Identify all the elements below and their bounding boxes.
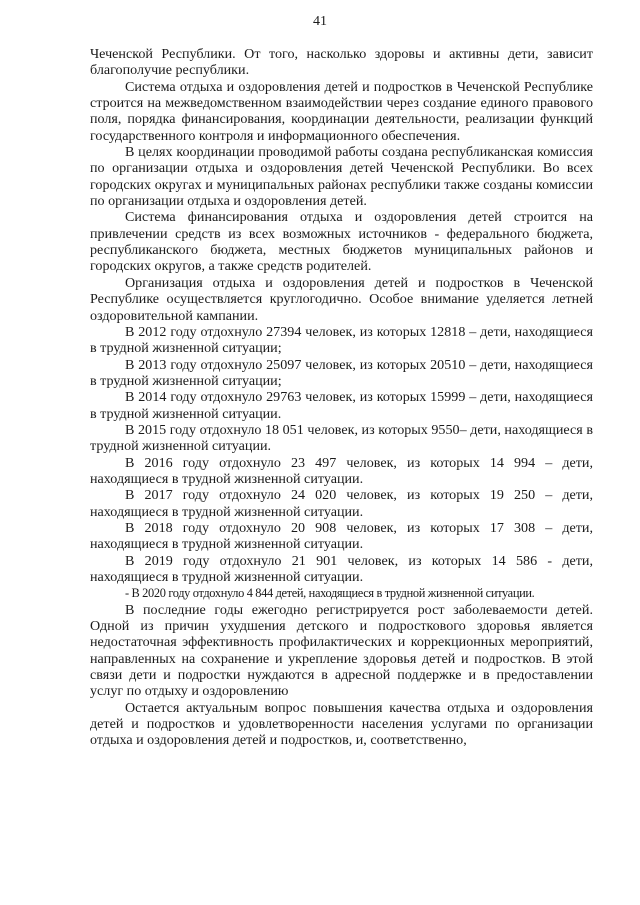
- paragraph-quality: Остается актуальным вопрос повышения качества отдыха и оздоровления детей и подростков и удовлетворенности населения услугами по организации отдыха и оздоровления детей и подростков, и, соответственно,: [90, 699, 593, 749]
- body-text: [90, 46, 593, 749]
- paragraph-year-2014: В 2014 году отдохнуло 29763 человек, из которых 15999 – дети, находящиеся в трудной жизненной ситуации.: [90, 389, 593, 422]
- paragraph-system: Система отдыха и оздоровления детей и подростков в Чеченской Республике строится на межведомственном взаимодействии через создание единого правового поля, порядка финансирования, координации деятельности, реализации функций государственного контроля и информационного обеспечения.: [90, 78, 593, 144]
- paragraph-year-2013: В 2013 году отдохнуло 25097 человек, из которых 20510 – дети, находящиеся в трудной жизненной ситуации;: [90, 356, 593, 389]
- paragraph-year-2015: В 2015 году отдохнуло 18 051 человек, из которых 9550– дети, находящиеся в трудной жизненной ситуации.: [90, 421, 593, 455]
- paragraph-year-2017: В 2017 году отдохнуло 24 020 человек, из которых 19 250 – дети, находящиеся в трудной жизненной ситуации.: [90, 487, 593, 520]
- paragraph-continuation: Чеченской Республики. От того, насколько здоровы и активны дети, зависит благополучие республики.: [90, 46, 593, 79]
- paragraph-year-2018: В 2018 году отдохнуло 20 908 человек, из которых 17 308 – дети, находящиеся в трудной жизненной ситуации.: [90, 519, 593, 553]
- paragraph-commission: В целях координации проводимой работы создана республиканская комиссия по организации отдыха и оздоровления детей Чеченской Республики. Во всех городских округах и муниципальных районах республики также созданы комиссии по организации отдыха и оздоровления детей.: [90, 144, 593, 210]
- paragraph-year-2016: В 2016 году отдохнуло 23 497 человек, из которых 14 994 – дети, находящиеся в трудной жизненной ситуации.: [90, 454, 593, 487]
- paragraph-organization: Организация отдыха и оздоровления детей и подростков в Чеченской Республике осуществляется круглогодично. Особое внимание уделяется летней оздоровительной кампании.: [90, 274, 593, 324]
- paragraph-morbidity: В последние годы ежегодно регистрируется рост заболеваемости детей. Одной из причин ухудшения детского и подросткового здоровья является недостаточная эффективность профилактических и коррекционных мероприятий, направленных на сохранение и укрепление здоровья детей и подростков. В этой связи дети и подростки нуждаются в адресной поддержке и в предоставлении услуг по отдыху и оздоровлению: [90, 601, 593, 700]
- paragraph-year-2020: - В 2020 году отдохнуло 4 844 детей, находящиеся в трудной жизненной ситуации.: [125, 586, 535, 601]
- page-number: 41: [313, 14, 327, 29]
- paragraph-financing: Система финансирования отдыха и оздоровления детей строится на привлечении средств из всех возможных источников - федерального бюджета, республиканского бюджета, местных бюджетов муниципальных районов и городских округов, а также средств родителей.: [90, 209, 593, 275]
- paragraph-year-2019: В 2019 году отдохнуло 21 901 человек, из которых 14 586 - дети, находящиеся в трудной жизненной ситуации.: [90, 552, 593, 585]
- paragraph-year-2012: В 2012 году отдохнуло 27394 человек, из которых 12818 – дети, находящиеся в трудной жизненной ситуации;: [90, 323, 593, 357]
